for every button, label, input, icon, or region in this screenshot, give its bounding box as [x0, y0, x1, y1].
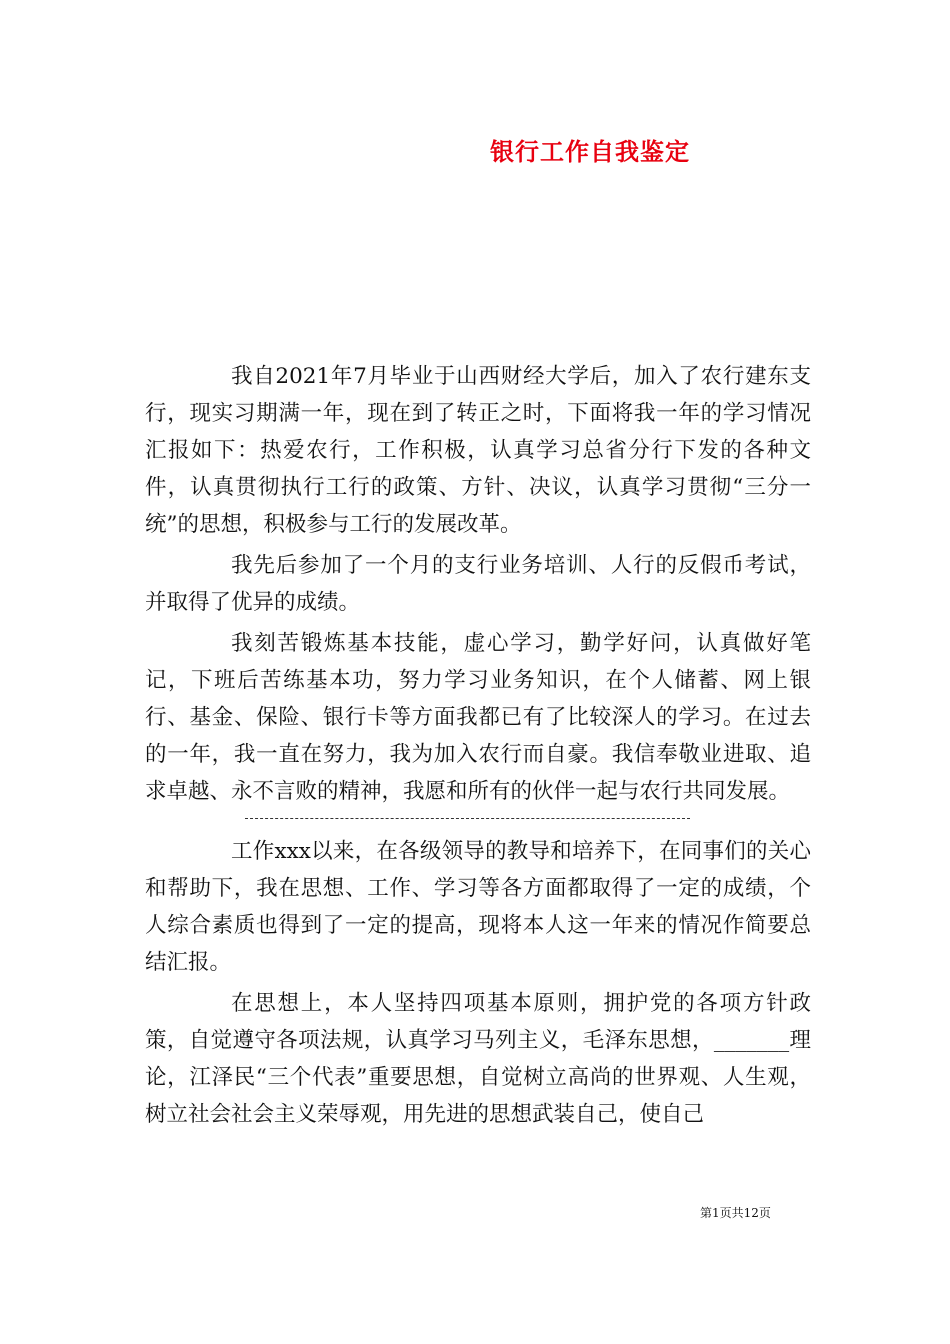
document-title — [0, 135, 950, 169]
paragraph-2: 我先后参加了一个月的支行业务培训、人行的反假币考试，并取得了优异的成绩。 — [145, 553, 811, 615]
paragraph-4: 工作xxx以来，在各级领导的教导和培养下，在同事们的关心和帮助下，我在思想、工作、学习等各方面都取得了一定的成绩，个人综合素质也得到了一定的提高，现将本人这一年来的情况作简要总结汇报。 — [145, 839, 811, 975]
paragraph-5: 在思想上，本人坚持四项基本原则，拥护党的各项方针政策，自觉遵守各项法规，认真学习马列主义，毛泽东思想，_______理论，江泽民“三个代表”重要思想，自觉树立高尚的世界观、人生观，树立社会社会主义荣辱观，用先进的思想武装自己，使自己 — [145, 991, 811, 1127]
document-body — [145, 358, 811, 1133]
paragraph-1: 我自2021年7月毕业于山西财经大学后，加入了农行建东支行，现实习期满一年，现在到了转正之时，下面将我一年的学习情况汇报如下：热爱农行，工作积极，认真学习总省分行下发的各种文件，认真贯彻执行工行的政策、方针、决议，认真学习贯彻“三分一统”的思想，积极参与工行的发展改革。 — [145, 364, 811, 537]
section-separator — [245, 818, 690, 819]
page-number: 第1页共12页 — [700, 1206, 771, 1220]
document-title-text: 银行工作自我鉴定 — [490, 137, 690, 166]
paragraph-3: 我刻苦锻炼基本技能，虚心学习，勤学好问，认真做好笔记，下班后苦练基本功，努力学习业务知识，在个人储蓄、网上银行、基金、保险、银行卡等方面我都已有了比较深人的学习。在过去的一年，我一直在努力，我为加入农行而自豪。我信奉敬业进取、追求卓越、永不言败的精神，我愿和所有的伙伴一起与农行共同发展。 — [145, 631, 811, 804]
